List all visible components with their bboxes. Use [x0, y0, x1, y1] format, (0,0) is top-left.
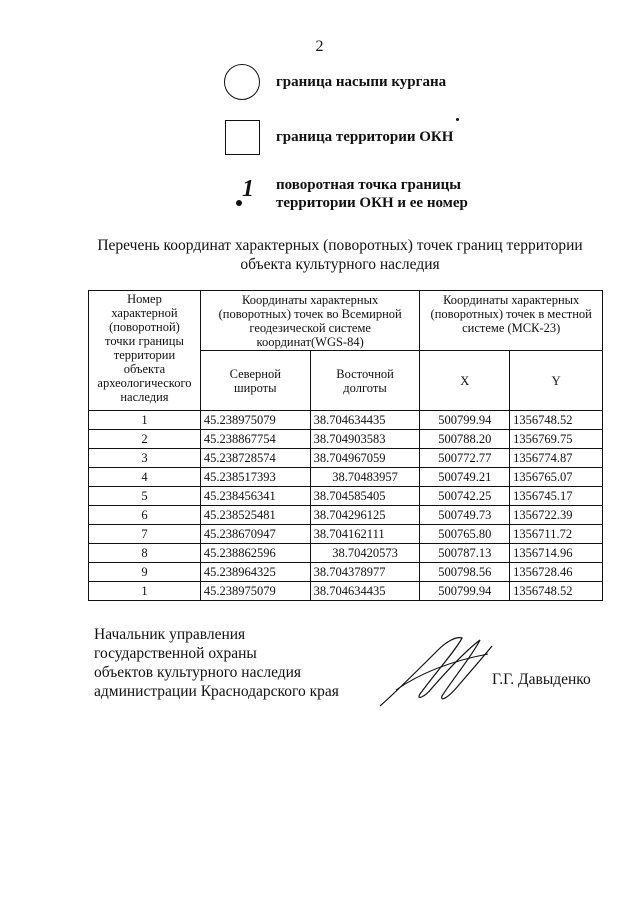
legend-point-label — [276, 176, 468, 212]
table-row — [89, 468, 603, 487]
handwritten-signature — [376, 632, 496, 712]
signatory-line: Начальник управления — [94, 626, 246, 643]
header-line: Северной — [229, 366, 281, 381]
circle-symbol — [222, 62, 262, 102]
heading-line1: Перечень координат характерных (поворотных) точек границ территории — [97, 237, 583, 254]
coordinates-table — [88, 290, 603, 601]
header-point-number — [89, 291, 201, 411]
cell-longitude: 38.704634435 — [310, 582, 420, 601]
turning-point-icon — [222, 174, 262, 214]
legend-territory-label: граница территории ОКН — [276, 129, 454, 145]
header-line: системе (МСК-23) — [462, 321, 561, 335]
signatory-line: государственной охраны — [94, 645, 257, 662]
cell-x: 500798.56 — [420, 563, 510, 582]
signatory-line: администрации Краснодарского края — [94, 683, 339, 700]
header-east-longitude — [310, 351, 420, 411]
header-line: Номер — [127, 292, 162, 306]
cell-longitude: 38.704378977 — [310, 563, 420, 582]
cell-longitude: 38.70483957 — [310, 468, 420, 487]
cell-y: 1356765.07 — [510, 468, 603, 487]
cell-longitude: 38.704296125 — [310, 506, 420, 525]
header-line: археологического — [97, 376, 192, 390]
cell-latitude: 45.238456341 — [200, 487, 310, 506]
signature-underline — [396, 654, 488, 690]
cell-x: 500765.80 — [420, 525, 510, 544]
legend-point-line2: территории ОКН и ее номер — [276, 195, 468, 211]
cell-y: 1356722.39 — [510, 506, 603, 525]
table-row — [89, 430, 603, 449]
header-line: геодезической системе — [249, 321, 371, 335]
cell-latitude: 45.238525481 — [200, 506, 310, 525]
section-heading — [60, 236, 620, 274]
cell-y: 1356748.52 — [510, 411, 603, 430]
signature-stroke — [380, 638, 492, 706]
cell-x: 500749.73 — [420, 506, 510, 525]
cell-point-number: 3 — [89, 449, 201, 468]
cell-latitude: 45.238975079 — [200, 582, 310, 601]
cell-longitude: 38.70420573 — [310, 544, 420, 563]
table-row — [89, 449, 603, 468]
cell-y: 1356714.96 — [510, 544, 603, 563]
square-icon — [225, 120, 260, 155]
cell-longitude: 38.704634435 — [310, 411, 420, 430]
header-line: Восточной — [336, 366, 394, 381]
header-line: наследия — [120, 390, 169, 404]
cell-latitude: 45.238517393 — [200, 468, 310, 487]
cell-point-number: 1 — [89, 411, 201, 430]
legend-territory-boundary — [222, 117, 453, 157]
header-wgs84 — [200, 291, 420, 351]
header-y: Y — [510, 351, 603, 411]
cell-point-number: 4 — [89, 468, 201, 487]
header-line: объекта — [123, 362, 166, 376]
cell-x: 500787.13 — [420, 544, 510, 563]
cell-latitude: 45.238728574 — [200, 449, 310, 468]
cell-y: 1356728.46 — [510, 563, 603, 582]
header-line: Координаты характерных — [242, 293, 379, 307]
cell-point-number: 7 — [89, 525, 201, 544]
header-msk23 — [420, 291, 603, 351]
cell-y: 1356774.87 — [510, 449, 603, 468]
cell-longitude: 38.704162111 — [310, 525, 420, 544]
table-row — [89, 411, 603, 430]
turning-point-number: 1 — [242, 176, 254, 202]
cell-x: 500799.94 — [420, 582, 510, 601]
cell-point-number: 2 — [89, 430, 201, 449]
square-symbol — [222, 117, 262, 157]
header-line: Координаты характерных — [443, 293, 580, 307]
signatory-line: объектов культурного наследия — [94, 664, 302, 681]
cell-point-number: 5 — [89, 487, 201, 506]
page-number: 2 — [315, 38, 324, 55]
legend-mound-boundary — [222, 62, 446, 102]
cell-longitude: 38.704585405 — [310, 487, 420, 506]
header-line: широты — [234, 380, 277, 395]
cell-point-number: 6 — [89, 506, 201, 525]
header-line: (поворотной) — [109, 320, 180, 334]
table-row — [89, 582, 603, 601]
cell-y: 1356769.75 — [510, 430, 603, 449]
table-row — [89, 506, 603, 525]
dot-icon — [236, 200, 242, 206]
header-line: (поворотных) точек в местной — [430, 307, 592, 321]
cell-longitude: 38.704967059 — [310, 449, 420, 468]
header-x: X — [420, 351, 510, 411]
cell-x: 500772.77 — [420, 449, 510, 468]
legend-turning-point — [222, 174, 468, 214]
cell-latitude: 45.238867754 — [200, 430, 310, 449]
header-north-latitude — [200, 351, 310, 411]
header-line: характерной — [111, 306, 178, 320]
cell-x: 500788.20 — [420, 430, 510, 449]
header-line: территории — [113, 348, 176, 362]
cell-longitude: 38.704903583 — [310, 430, 420, 449]
legend-point-line1: поворотная точка границы — [276, 177, 461, 193]
cell-latitude: 45.238670947 — [200, 525, 310, 544]
table-row — [89, 525, 603, 544]
cell-latitude: 45.238964325 — [200, 563, 310, 582]
header-line: точки границы — [105, 334, 184, 348]
header-line: координат(WGS-84) — [256, 335, 364, 349]
cell-latitude: 45.238975079 — [200, 411, 310, 430]
table-row — [89, 544, 603, 563]
table-row — [89, 563, 603, 582]
cell-y: 1356745.17 — [510, 487, 603, 506]
cell-y: 1356748.52 — [510, 582, 603, 601]
circle-icon — [224, 64, 260, 100]
cell-x: 500799.94 — [420, 411, 510, 430]
header-line: (поворотных) точек во Всемирной — [218, 307, 402, 321]
header-line: долготы — [343, 380, 387, 395]
cell-point-number: 1 — [89, 582, 201, 601]
cell-point-number: 8 — [89, 544, 201, 563]
cell-x: 500742.25 — [420, 487, 510, 506]
signatory-title — [94, 625, 339, 701]
dot-mark — [456, 118, 459, 121]
cell-y: 1356711.72 — [510, 525, 603, 544]
heading-line2: объекта культурного наследия — [240, 256, 440, 273]
signer-name: Г.Г. Давыденко — [492, 671, 591, 688]
cell-x: 500749.21 — [420, 468, 510, 487]
cell-latitude: 45.238862596 — [200, 544, 310, 563]
legend-mound-label: граница насыпи кургана — [276, 74, 447, 90]
cell-point-number: 9 — [89, 563, 201, 582]
table-row — [89, 487, 603, 506]
